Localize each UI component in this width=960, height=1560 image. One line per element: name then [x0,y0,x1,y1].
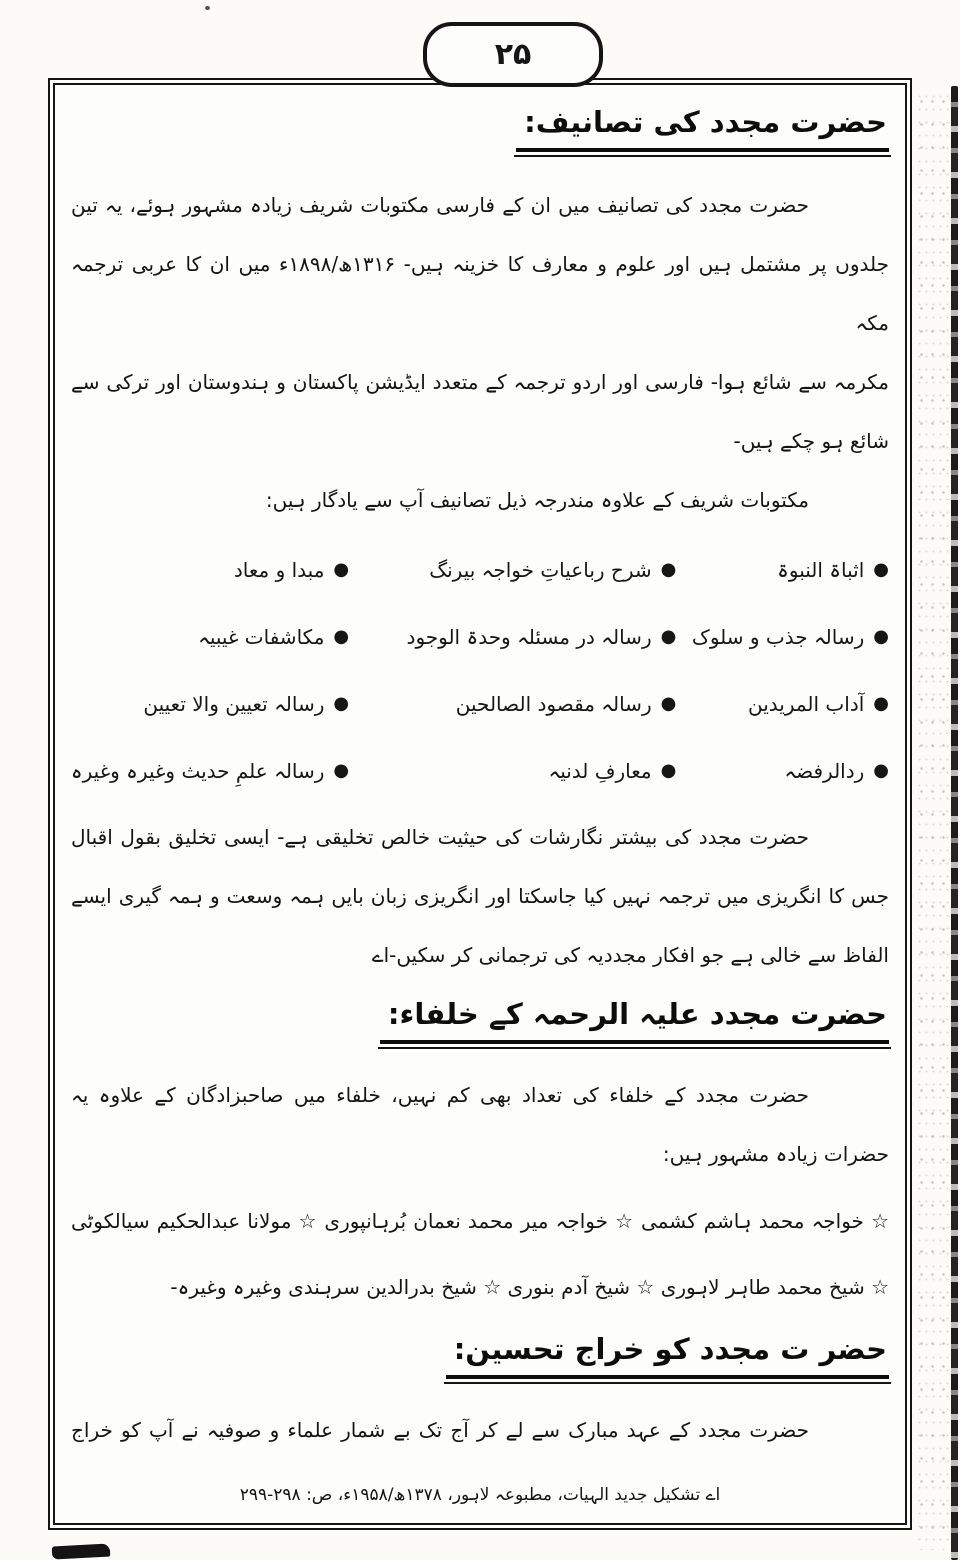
work-title: رسالہ در مسئلہ وحدۃ الوجود [406,624,652,649]
work-item [676,536,889,603]
khulafa-names [71,1188,889,1320]
bullet-icon: ● [873,625,889,647]
bullet-icon: ● [660,692,677,714]
work-title: رسالہ جذب و سلوک [691,624,865,649]
bullet-icon: ● [873,759,889,781]
work-title: مبدا و معاد [233,557,325,582]
work-item [71,670,349,737]
bullet-icon: ● [873,558,889,580]
scan-speck [205,6,210,10]
work-item [71,603,349,670]
work-title: آداب المریدین [747,691,865,716]
work-title: رسالہ علمِ حدیث وغیرہ وغیرہ [71,758,325,783]
work-title: رسالہ تعیین والا تعیین [143,691,325,716]
khulafa-names-line: ☆ خواجہ محمد ہاشم کشمی ☆ خواجہ میر محمد نعمان بُرہانپوری ☆ مولانا عبدالحکیم سیالکوٹی [71,1209,889,1233]
work-title: رسالہ مقصود الصالحین [455,691,652,716]
bullet-icon: ● [873,692,889,714]
work-title: مکاشفات غیبیہ [198,624,325,649]
paragraph-khulafa [71,1066,889,1184]
work-item [349,603,676,670]
scan-ink-blob [52,1543,111,1559]
bullet-icon: ● [660,558,677,580]
work-title: ردالرفضہ [784,758,865,783]
section-heading-works: حضرت مجدد کی تصانیف: [516,105,889,152]
work-item [676,603,889,670]
bullet-icon: ● [333,558,350,580]
section-works [71,105,889,152]
works-list [71,536,889,804]
footnote-text: اے تشکیل جدید الہیات، مطبوعہ لاہور، ۱۳۷۸ھ/۱۹۵۸ء، ص: ۲۹۸-۲۹۹ [239,1485,721,1505]
work-item [349,737,676,804]
page-number-badge [423,22,603,87]
paragraph-tribute [71,1401,889,1460]
paragraph-works-intro [71,176,889,530]
paragraph-line: شائع ہو چکے ہیں- [733,429,889,453]
section-khulafa [71,997,889,1044]
paragraph-line: حضرات زیادہ مشہور ہیں: [662,1142,889,1166]
scan-noise-artifact [916,90,950,1550]
work-item [349,536,676,603]
bullet-icon: ● [333,692,350,714]
paragraph-line: جلدوں پر مشتمل ہیں اور علوم و معارف کا خزینہ ہیں- ۱۳۱۶ھ/۱۸۹۸ء میں ان کا عربی ترجمہ مکہ [71,252,889,335]
bullet-icon: ● [660,625,677,647]
paragraph-line: حضرت مجدد کی بیشتر نگارشات کی حیثیت خالص تخلیقی ہے- ایسی تخلیق بقول اقبال [71,825,809,849]
section-heading-khulafa: حضرت مجدد علیہ الرحمہ کے خلفاء: [380,997,889,1044]
work-item [71,536,349,603]
bullet-icon: ● [660,759,677,781]
paragraph-line: مکرمہ سے شائع ہوا- فارسی اور اردو ترجمہ کے متعدد ایڈیشن پاکستان و ہندوستان اور ترکی سے [71,370,889,394]
work-title: شرح رباعیاتِ خواجہ بیرنگ [429,557,652,582]
work-title: معارفِ لدنیہ [548,758,652,783]
paragraph-line: حضرت مجدد کے عہد مبارک سے لے کر آج تک بے شمار علماء و صوفیہ نے آپ کو خراج [71,1418,809,1442]
section-tribute [71,1332,889,1379]
khulafa-names-line: ☆ شیخ محمد طاہر لاہوری ☆ شیخ آدم بنوری ☆ شیخ بدرالدین سرہندی وغیرہ وغیرہ- [170,1275,889,1299]
section-heading-tribute: حضر ت مجدد کو خراج تحسین: [446,1332,889,1379]
content-frame [48,78,912,1530]
works-list-intro: مکتوبات شریف کے علاوہ مندرجہ ذیل تصانیف آپ سے یادگار ہیں: [265,488,809,512]
paragraph-line: جس کا انگریزی میں ترجمہ نہیں کیا جاسکتا اور انگریزی زبان بایں ہمہ وسعت و ہمہ گیری ایسے [71,884,889,908]
paragraph-line: حضرت مجدد کے خلفاء کی تعداد بھی کم نہیں، خلفاء میں صاحبزادگان کے علاوہ یہ [71,1083,809,1107]
scan-edge-artifact [951,86,958,1560]
paragraph-line: الفاظ سے خالی ہے جو افکار مجددیہ کی ترجمانی کر سکیں-اے [371,943,889,967]
work-item [676,670,889,737]
work-item [349,670,676,737]
bullet-icon: ● [333,759,350,781]
paragraph-line: حضرت مجدد کی تصانیف میں ان کے فارسی مکتوبات شریف زیادہ مشہور ہوئے، یہ تین [71,193,809,217]
work-item [676,737,889,804]
work-item [71,737,349,804]
bullet-icon: ● [333,625,350,647]
paragraph-creativity [71,808,889,985]
page-number: ۲۵ [494,37,532,72]
work-title: اثباۃ النبوۃ [777,557,865,582]
